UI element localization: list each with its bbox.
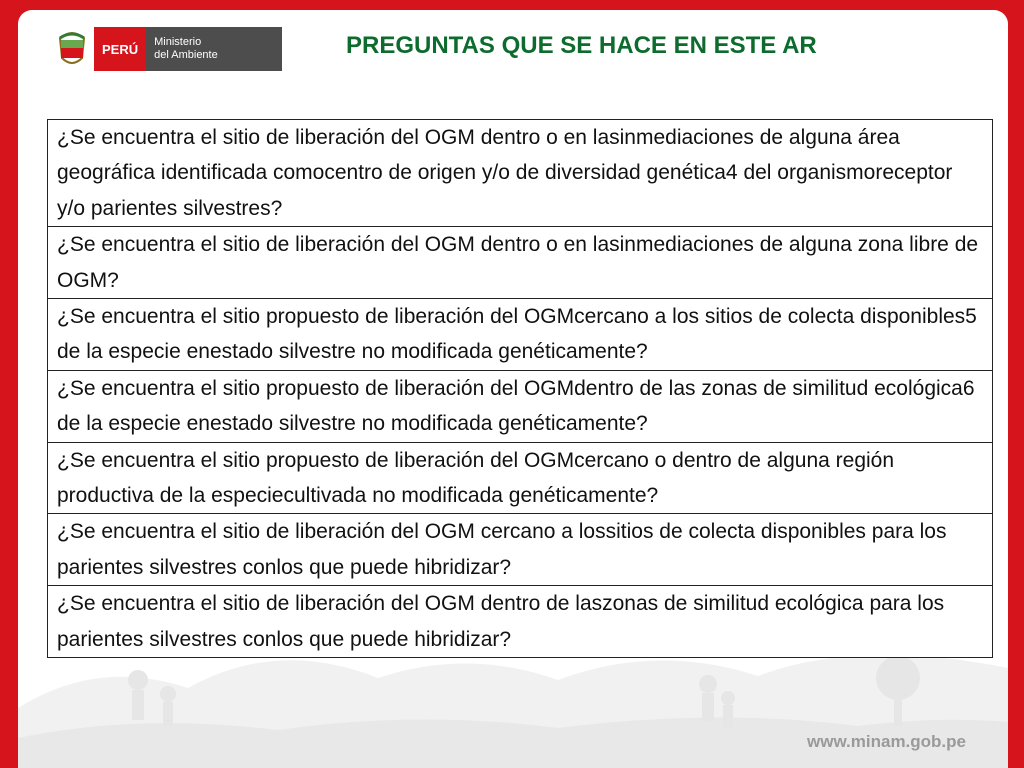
website-watermark: www.minam.gob.pe	[807, 732, 966, 751]
table-row	[48, 370, 993, 442]
question-cell: ¿Se encuentra el sitio de liberación del OGM dentro o en lasinmediaciones de alguna área geográfica identificada comocentro de origen y/o de diversidad genética4 del organismoreceptor y/o parientes silvestres?	[48, 120, 993, 227]
table-row	[48, 514, 993, 586]
table-row	[48, 120, 993, 227]
slide-title: PREGUNTAS QUE SE HACE EN ESTE AR	[346, 32, 817, 59]
question-cell: ¿Se encuentra el sitio propuesto de liberación del OGMdentro de las zonas de similitud ecológica6 de la especie enestado silvestre no modificada genéticamente?	[48, 370, 993, 442]
table-row	[48, 586, 993, 658]
logo-country-label: PERÚ	[94, 27, 146, 71]
question-cell: ¿Se encuentra el sitio propuesto de liberación del OGMcercano o dentro de alguna región productiva de la especiecultivada no modificada genéticamente?	[48, 442, 993, 514]
logo-ministry-line2: del Ambiente	[154, 49, 218, 61]
question-cell: ¿Se encuentra el sitio propuesto de liberación del OGMcercano a los sitios de colecta disponibles5 de la especie enestado silvestre no modificada genéticamente?	[48, 299, 993, 371]
table-row	[48, 442, 993, 514]
question-cell: ¿Se encuentra el sitio de liberación del OGM dentro o en lasinmediaciones de alguna zona libre de OGM?	[48, 227, 993, 299]
question-cell: ¿Se encuentra el sitio de liberación del OGM cercano a lossitios de colecta disponibles para los parientes silvestres conlos que puede hibridizar?	[48, 514, 993, 586]
logo-ministry-line1: Ministerio	[154, 36, 202, 48]
question-cell: ¿Se encuentra el sitio de liberación del OGM dentro de laszonas de similitud ecológica para los parientes silvestres conlos que puede hibridizar?	[48, 586, 993, 658]
table-row	[48, 299, 993, 371]
questions-table	[47, 119, 993, 658]
table-row	[48, 227, 993, 299]
